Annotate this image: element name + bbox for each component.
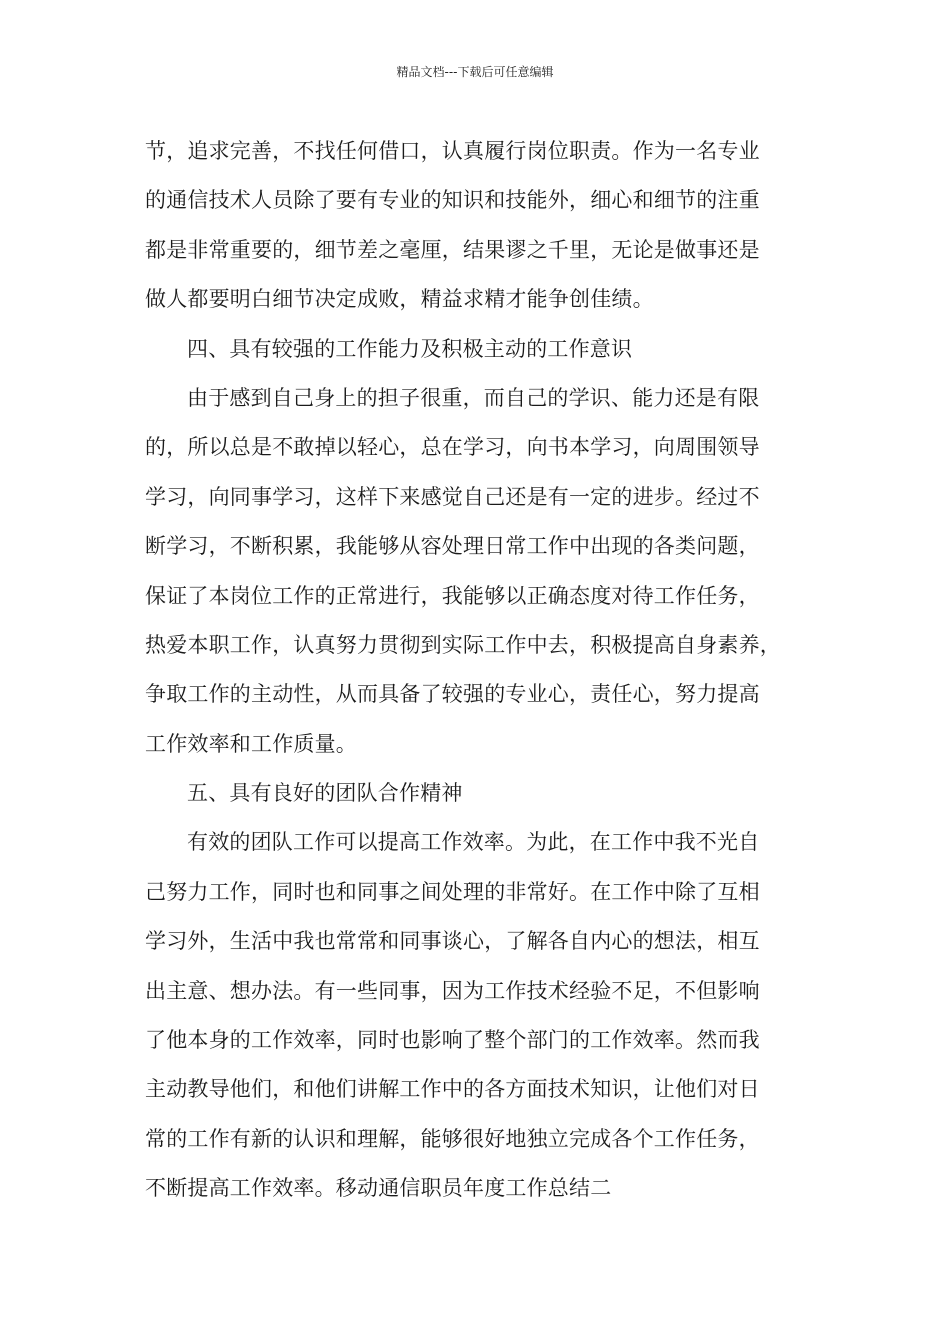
paragraph-first-line: 由于感到自己身上的担子很重，而自己的学识、能力还是有限 [187,385,760,410]
page-header: 精品文档---下载后可任意编辑 [396,65,554,79]
text-line: 都是非常重要的，细节差之毫厘，结果谬之千里，无论是做事还是 [145,237,760,262]
text-line: 学习，向同事学习，这样下来感觉自己还是有一定的进步。经过不 [145,484,760,509]
text-line: 学习外，生活中我也常常和同事谈心，了解各自内心的想法，相互 [145,929,760,954]
text-line: 常的工作有新的认识和理解，能够很好地独立完成各个工作任务， [145,1126,760,1151]
text-line: 不断提高工作效率。移动通信职员年度工作总结二 [145,1176,612,1201]
paragraph-first-line: 五、具有良好的团队合作精神 [187,781,463,806]
text-line: 出主意、想办法。有一些同事，因为工作技术经验不足，不但影响 [145,978,760,1003]
text-line: 的，所以总是不敢掉以轻心，总在学习，向书本学习，向周围领导 [145,435,760,460]
text-line: 做人都要明白细节决定成败，精益求精才能争创佳绩。 [145,287,654,312]
text-line: 主动教导他们，和他们讲解工作中的各方面技术知识，让他们对日 [145,1077,760,1102]
text-line: 争取工作的主动性，从而具备了较强的专业心，责任心，努力提高 [145,682,760,707]
text-line: 了他本身的工作效率，同时也影响了整个部门的工作效率。然而我 [145,1028,760,1053]
text-line: 节，追求完善，不找任何借口，认真履行岗位职责。作为一名专业 [145,139,760,163]
text-line: 工作效率和工作质量。 [145,731,357,756]
document-body [145,127,825,1214]
text-line: 断学习，不断积累，我能够从容处理日常工作中出现的各类问题， [145,534,760,559]
paragraph-first-line: 有效的团队工作可以提高工作效率。为此，在工作中我不光自 [187,830,760,855]
text-line: 的通信技术人员除了要有专业的知识和技能外，细心和细节的注重 [145,188,760,213]
text-line: 热爱本职工作，认真努力贯彻到实际工作中去，积极提高自身素养， [145,632,781,657]
paragraph-first-line: 四、具有较强的工作能力及积极主动的工作意识 [187,336,633,361]
text-line: 己努力工作，同时也和同事之间处理的非常好。在工作中除了互相 [145,879,760,904]
text-line: 保证了本岗位工作的正常进行，我能够以正确态度对待工作任务， [145,583,760,608]
